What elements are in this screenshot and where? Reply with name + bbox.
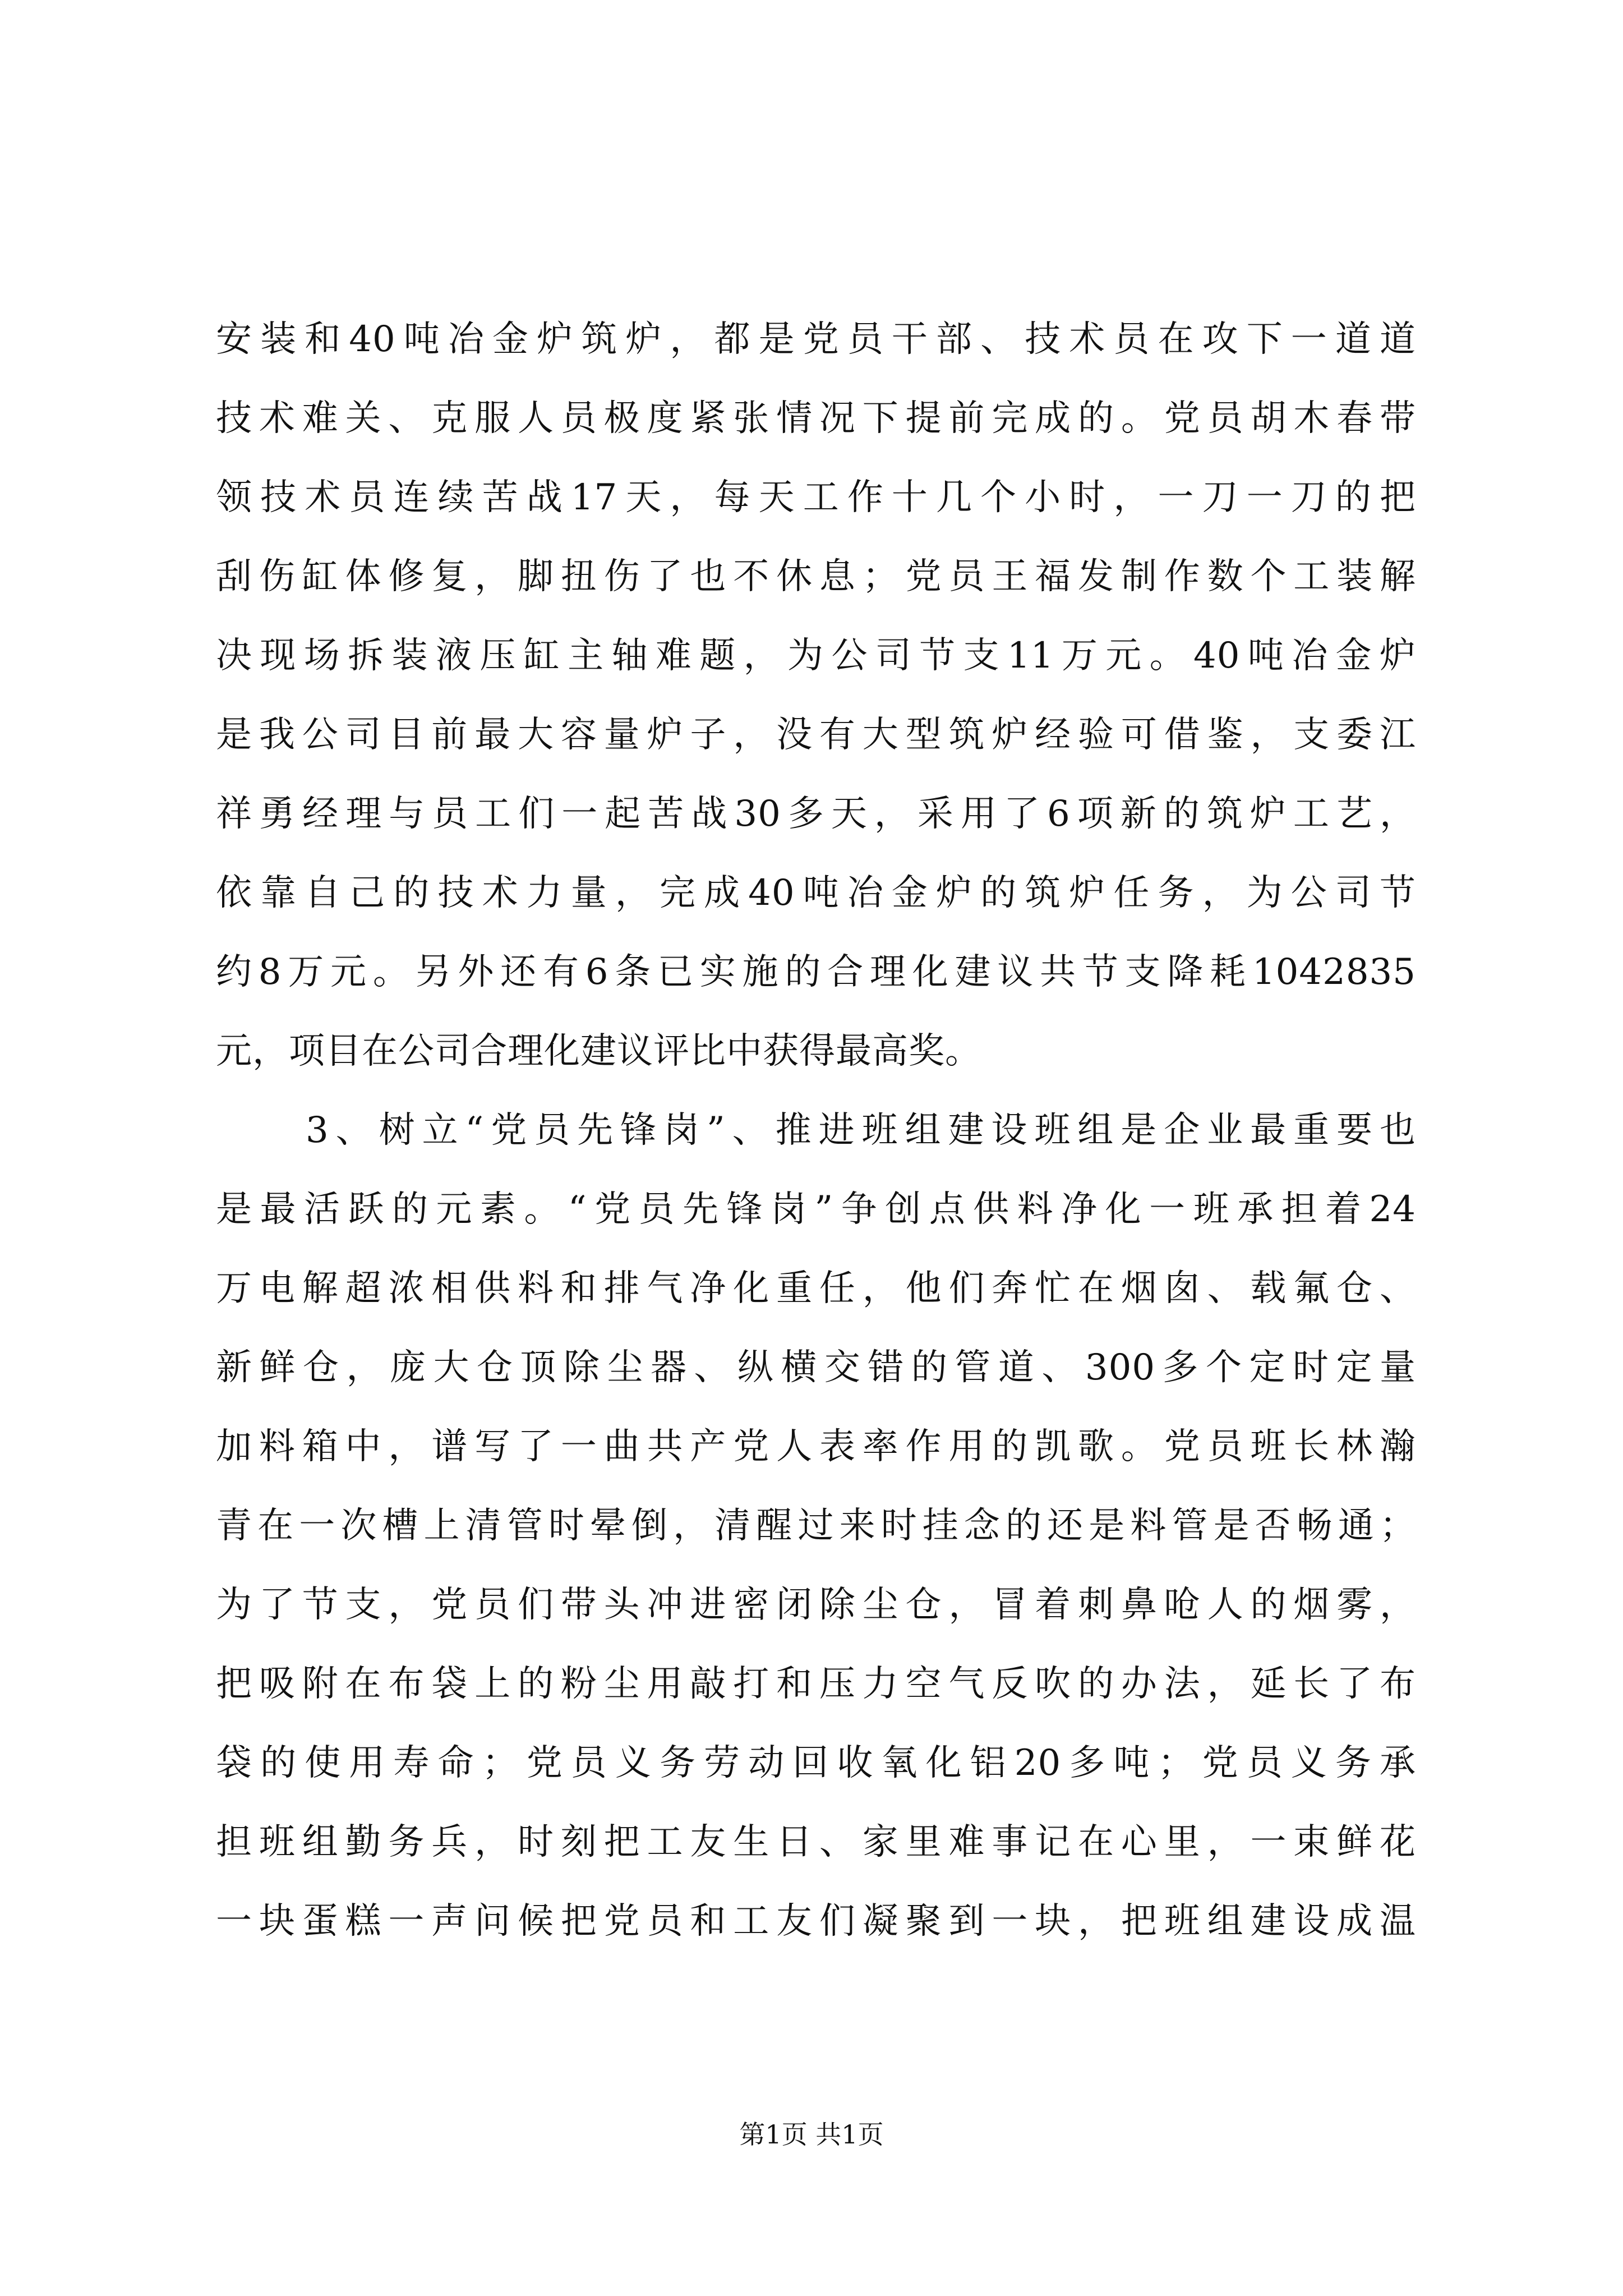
text-line: 祥勇经理与员工们一起苦战30多天，采用了6项新的筑炉工艺， — [216, 793, 1416, 835]
text-line: 新鲜仓，庞大仓顶除尘器、纵横交错的管道、300多个定时定量 — [216, 1347, 1416, 1388]
text-line: 是最活跃的元素。“党员先锋岗”争创点供料净化一班承担着24 — [216, 1189, 1416, 1230]
document-body — [216, 300, 1416, 1961]
text-line: 青在一次槽上清管时晕倒，清醒过来时挂念的还是料管是否畅通； — [216, 1505, 1416, 1547]
text-line: 加料箱中，谱写了一曲共产党人表率作用的凯歌。党员班长林瀚 — [216, 1426, 1416, 1467]
text-line: 刮伤缸体修复，脚扭伤了也不休息；党员王福发制作数个工装解 — [216, 556, 1416, 597]
text-line: 万电解超浓相供料和排气净化重任，他们奔忙在烟囱、载氟仓、 — [216, 1268, 1416, 1309]
text-line: 一块蛋糕一声问候把党员和工友们凝聚到一块，把班组建设成温 — [216, 1901, 1416, 1942]
text-line: 决现场拆装液压缸主轴难题，为公司节支11万元。40吨冶金炉 — [216, 635, 1416, 677]
paragraph-start-line: 3、树立“党员先锋岗”、推进班组建设班组是企业最重要也 — [306, 1110, 1416, 1151]
text-line: 安装和40吨冶金炉筑炉，都是党员干部、技术员在攻下一道道 — [216, 319, 1416, 360]
text-line: 袋的使用寿命；党员义务劳动回收氧化铝20多吨；党员义务承 — [216, 1742, 1416, 1784]
text-line: 把吸附在布袋上的粉尘用敲打和压力空气反吹的办法，延长了布 — [216, 1663, 1416, 1705]
page-number-label: 第1页 共1页 — [739, 2119, 884, 2150]
text-line: 是我公司目前最大容量炉子，没有大型筑炉经验可借鉴，支委江 — [216, 714, 1416, 756]
text-line: 约8万元。另外还有6条已实施的合理化建议共节支降耗1042835 — [216, 951, 1416, 993]
text-line: 领技术员连续苦战17天，每天工作十几个小时，一刀一刀的把 — [216, 477, 1416, 518]
page-footer — [0, 2118, 1623, 2151]
text-line: 依靠自己的技术力量，完成40吨冶金炉的筑炉任务，为公司节 — [216, 872, 1416, 914]
text-line: 元，项目在公司合理化建议评比中获得最高奖。 — [216, 1030, 981, 1072]
text-line: 技术难关、克服人员极度紧张情况下提前完成的。党员胡木春带 — [216, 398, 1416, 439]
text-line: 担班组勤务兵，时刻把工友生日、家里难事记在心里，一束鲜花 — [216, 1821, 1416, 1863]
text-line: 为了节支，党员们带头冲进密闭除尘仓，冒着刺鼻呛人的烟雾， — [216, 1584, 1416, 1626]
